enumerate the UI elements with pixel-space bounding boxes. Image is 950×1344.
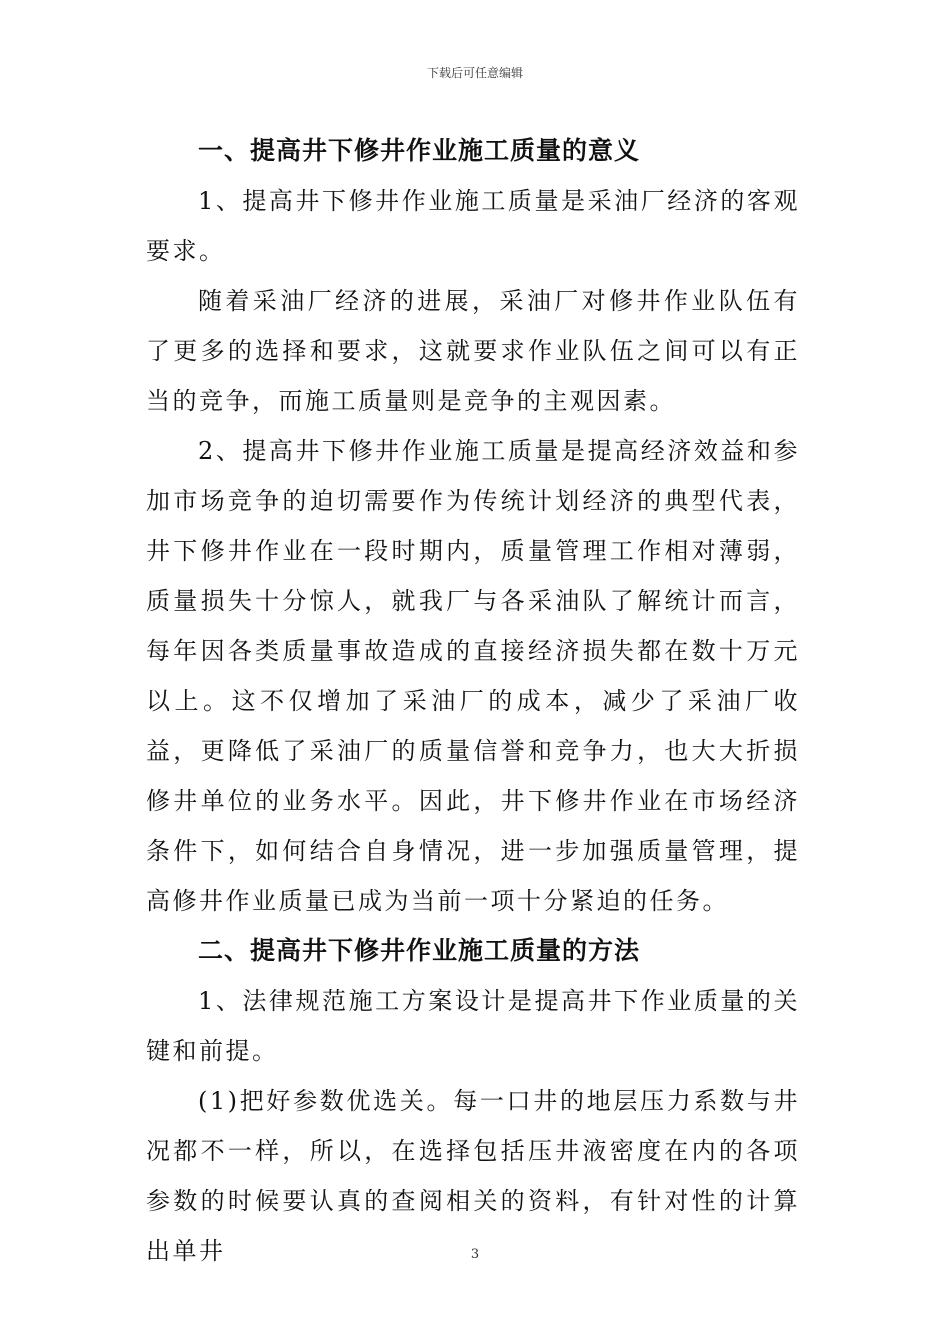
paragraph: (1)把好参数优选关。每一口井的地层压力系数与井况都不一样，所以，在选择包括压井液密度在内的各项参数的时候要认真的查阅相关的资料，有针对性的计算出单井: [146, 1087, 800, 1265]
document-body: [146, 126, 800, 1276]
paragraph: 随着采油厂经济的进展，采油厂对修井作业队伍有了更多的选择和要求，这就要求作业队伍之间可以有正当的竞争，而施工质量则是竞争的主观因素。: [146, 287, 800, 415]
page-header-note: 下载后可任意编辑: [426, 66, 523, 80]
paragraph: 2、提高井下修井作业施工质量是提高经济效益和参加市场竞争的迫切需要作为传统计划经济的典型代表，井下修井作业在一段时期内，质量管理工作相对薄弱，质量损失十分惊人，就我厂与各采油队了解统计而言，每年因各类质量事故造成的直接经济损失都在数十万元以上。这不仅增加了采油厂的成本，减少了采油厂收益，更降低了采油厂的质量信誉和竞争力，也大大折损修井单位的业务水平。因此，井下修井作业在市场经济条件下，如何结合自身情况，进一步加强质量管理，提高修井作业质量已成为当前一项十分紧迫的任务。: [146, 437, 800, 915]
page-number: 3: [470, 1247, 480, 1262]
paragraph: 1、提高井下修井作业施工质量是采油厂经济的客观要求。: [146, 187, 800, 265]
section-heading-1: 一、提高井下修井作业施工质量的意义: [198, 136, 641, 165]
section-heading-2: 二、提高井下修井作业施工质量的方法: [198, 936, 641, 965]
paragraph: 1、法律规范施工方案设计是提高井下作业质量的关键和前提。: [146, 987, 800, 1065]
